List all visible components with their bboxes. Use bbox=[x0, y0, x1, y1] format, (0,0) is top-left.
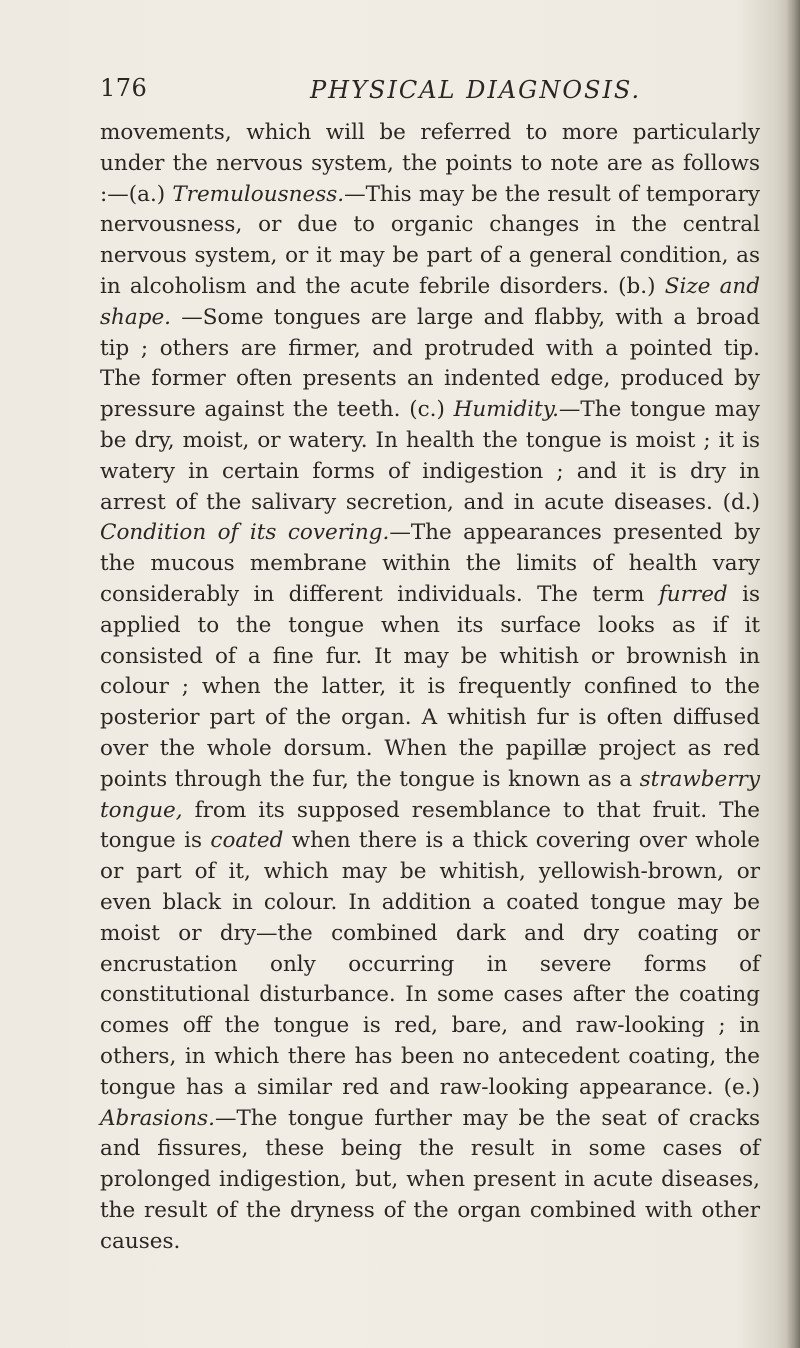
text-run: —This may be the result of temporary nervousness, or due to organic changes in the central nervous system, or it may be part of a general condition, as in alcoholism and the acute febrile disorders. (b.) bbox=[100, 181, 760, 299]
page-number: 176 bbox=[100, 74, 148, 102]
subheading-humidity: Humidity. bbox=[453, 397, 559, 423]
paragraph bbox=[100, 118, 760, 1257]
text-run: when there is a thick covering over whole or part of it, which may be whitish, yellowish-brown, or even black in colour. In addition a coated tongue may be moist or dry—the combined dark and dry coating or encrustation only occurring in severe forms of constitutional disturbance. In some cases after the coating comes off the tongue is red, bare, and raw-looking ; in others, in which there has been no antecedent coating, the tongue has a similar red and raw-looking appearance. (e.) bbox=[100, 828, 761, 1100]
subheading-tremulousness: Tremulousness. bbox=[172, 181, 345, 207]
term-furred: furred bbox=[658, 581, 728, 607]
subheading-size-and-shape: Size and shape. bbox=[100, 273, 760, 330]
page-header bbox=[100, 74, 730, 114]
text-run: is applied to the tongue when its surface looks as if it consisted of a fine fur. It may be whitish or brownish in colour ; when the latter, it is frequently confined to the posterior part of the organ. A whitish fur is often diffused over the whole dorsum. When the papillæ project as red points through the fur, the tongue is known as a bbox=[100, 581, 760, 792]
term-coated: coated bbox=[210, 828, 284, 854]
subheading-condition-of-covering: Condition of its covering. bbox=[100, 520, 390, 546]
term-strawberry-tongue: strawberry tongue, bbox=[100, 766, 760, 823]
text-run: —The tongue may be dry, moist, or watery. In health the tongue is moist ; it is watery in certain forms of indigestion ; and it is dry in arrest of the salivary secretion, and in acute diseases. (d.) bbox=[100, 397, 760, 515]
text-run: movements, which will be referred to more particularly under the nervous system, the points to note are as follows :—(a.) bbox=[100, 120, 760, 207]
text-run: from its supposed resemblance to that fruit. The tongue is bbox=[100, 797, 760, 854]
text-run: —The appearances presented by the mucous membrane within the limits of health vary considerably in different individuals. The term bbox=[100, 520, 760, 607]
running-head: PHYSICAL DIAGNOSIS. bbox=[310, 76, 642, 104]
body-text bbox=[100, 118, 760, 1257]
text-run: —The tongue further may be the seat of cracks and fissures, these being the result in some cases of prolonged indigestion, but, when present in acute diseases, the result of the dryness of the organ combined with other causes. bbox=[100, 1105, 760, 1254]
text-run: —Some tongues are large and flabby, with a broad tip ; others are firmer, and protruded with a pointed tip. The former often presents an indented edge, produced by pressure against the teeth. (c.) bbox=[100, 304, 760, 423]
page-edge-shadow bbox=[786, 0, 800, 1348]
subheading-abrasions: Abrasions. bbox=[100, 1105, 215, 1131]
